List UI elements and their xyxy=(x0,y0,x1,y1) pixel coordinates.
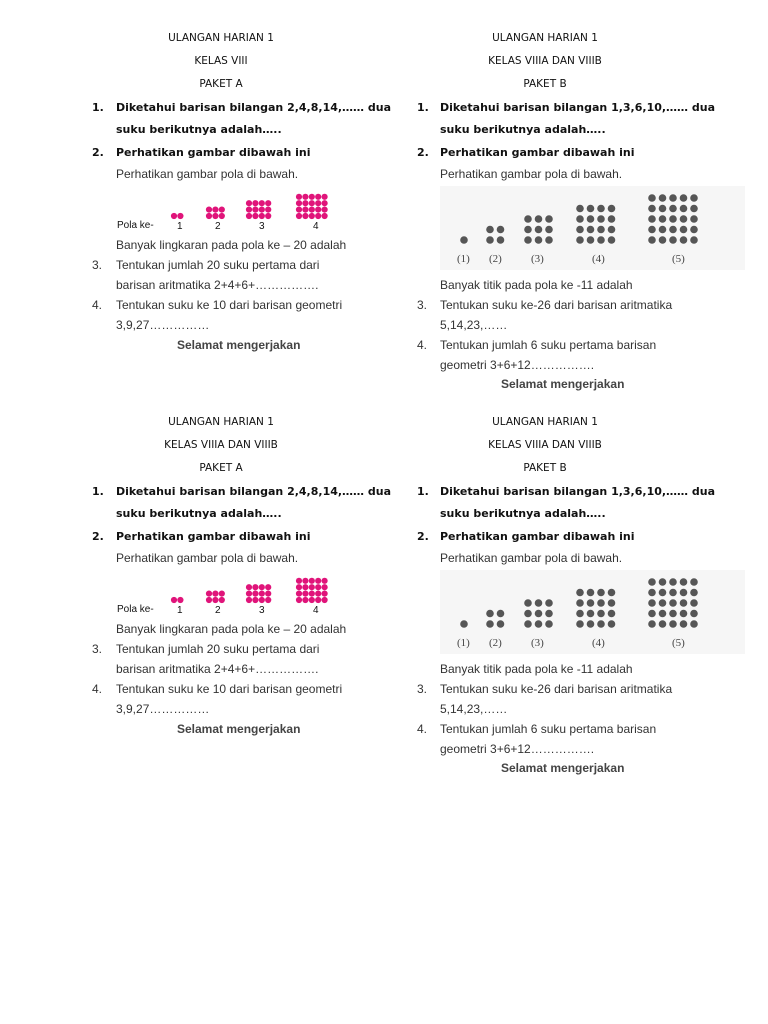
q2-number: 2. xyxy=(92,146,104,159)
pattern-dot xyxy=(259,591,265,597)
pattern-dot xyxy=(219,213,225,219)
pattern-dot xyxy=(597,589,605,597)
pattern-dot xyxy=(680,194,688,202)
pattern-dot xyxy=(597,215,605,223)
pattern-number: (5) xyxy=(672,637,685,649)
pattern-dot xyxy=(309,597,315,603)
pattern-dot xyxy=(659,226,667,234)
pattern-dot xyxy=(587,205,595,213)
pattern-dot xyxy=(648,610,656,618)
pattern-dot xyxy=(680,589,688,597)
pattern-dot xyxy=(545,215,553,223)
q4-number: 4. xyxy=(92,682,103,696)
pattern-dot xyxy=(246,213,252,219)
q4-text: Tentukan suku ke 10 dari barisan geometri xyxy=(116,298,343,312)
pattern-number: 3 xyxy=(259,221,265,232)
q3-number: 3. xyxy=(417,682,428,696)
pattern-dot xyxy=(246,200,252,206)
pattern-dot xyxy=(576,215,584,223)
gray-dot-pattern-figure xyxy=(440,570,745,654)
pattern-dot xyxy=(690,226,698,234)
pattern-dot xyxy=(486,236,494,244)
pattern-number: (2) xyxy=(489,253,502,265)
pattern-dot xyxy=(302,591,308,597)
pattern-dot xyxy=(669,620,677,628)
pattern-dot xyxy=(608,589,616,597)
pattern-dot xyxy=(322,584,328,590)
q1-text: Diketahui barisan bilangan 2,4,8,14,…… dua xyxy=(116,485,392,498)
q4-text: Tentukan jumlah 6 suku pertama barisan xyxy=(440,338,657,352)
pattern-dot xyxy=(322,578,328,584)
q3-number: 3. xyxy=(417,298,428,312)
pattern-dot xyxy=(597,236,605,244)
q4-text-cont: 3,9,27…………… xyxy=(116,702,210,716)
closing-text: Selamat mengerjakan xyxy=(501,761,625,775)
pattern-dot xyxy=(690,589,698,597)
pattern-dot xyxy=(597,599,605,607)
pattern-dot xyxy=(206,591,212,597)
pattern-dot xyxy=(212,591,218,597)
pattern-dot xyxy=(177,597,183,603)
pattern-number: (3) xyxy=(531,637,544,649)
pattern-dot xyxy=(259,597,265,603)
pattern-dot xyxy=(315,578,321,584)
pattern-number: (5) xyxy=(672,253,685,265)
pattern-dot xyxy=(690,194,698,202)
q1-number: 1. xyxy=(417,485,429,498)
pattern-dot xyxy=(690,610,698,618)
pattern-dot xyxy=(206,213,212,219)
pattern-dot xyxy=(309,207,315,213)
pattern-dot xyxy=(246,591,252,597)
q3-text: Tentukan jumlah 20 suku pertama dari xyxy=(116,642,320,656)
q1-text-cont: suku berikutnya adalah….. xyxy=(116,123,282,136)
pattern-dot xyxy=(659,205,667,213)
pattern-dot xyxy=(302,213,308,219)
pattern-dot xyxy=(680,215,688,223)
pattern-dot xyxy=(296,584,302,590)
pattern-dot xyxy=(608,236,616,244)
pattern-dot xyxy=(680,620,688,628)
q2-subtext: Perhatikan gambar pola di bawah. xyxy=(440,551,623,565)
pattern-dot xyxy=(597,610,605,618)
q3-text-cont: barisan aritmatika 2+4+6+……………. xyxy=(116,278,319,292)
pattern-dot xyxy=(545,226,553,234)
pattern-dot xyxy=(587,599,595,607)
pattern-dot xyxy=(212,213,218,219)
pattern-number: (1) xyxy=(457,637,470,649)
pattern-number: (4) xyxy=(592,253,605,265)
pattern-dot xyxy=(322,194,328,200)
pattern-dot xyxy=(659,599,667,607)
q1-text-cont: suku berikutnya adalah….. xyxy=(116,507,282,520)
q2-question: Banyak lingkaran pada pola ke – 20 adalah xyxy=(116,238,347,252)
q3-text: Tentukan suku ke-26 dari barisan aritmatika xyxy=(440,682,673,696)
pattern-dot xyxy=(608,599,616,607)
pattern-dot xyxy=(302,200,308,206)
pattern-dot xyxy=(576,599,584,607)
pattern-number: 4 xyxy=(313,221,319,232)
pattern-dot xyxy=(680,599,688,607)
q2-text: Perhatikan gambar dibawah ini xyxy=(116,530,311,543)
pattern-dot xyxy=(212,207,218,213)
pattern-dot xyxy=(576,620,584,628)
pattern-dot xyxy=(545,620,553,628)
pattern-number: (2) xyxy=(489,637,502,649)
pattern-dot xyxy=(246,584,252,590)
pattern-dot xyxy=(587,215,595,223)
pattern-dot xyxy=(545,610,553,618)
pattern-dot xyxy=(608,620,616,628)
pink-dot-pattern-figure xyxy=(115,570,345,618)
pattern-dot xyxy=(206,597,212,603)
pattern-dot xyxy=(576,589,584,597)
pattern-dot xyxy=(309,584,315,590)
pattern-label: Pola ke- xyxy=(117,604,154,615)
pattern-dot xyxy=(315,591,321,597)
exam-title: ULANGAN HARIAN 1 xyxy=(492,416,598,428)
pattern-dot xyxy=(690,599,698,607)
pattern-dot xyxy=(587,226,595,234)
pattern-dot xyxy=(669,610,677,618)
pattern-dot xyxy=(545,599,553,607)
pattern-dot xyxy=(309,578,315,584)
pattern-dot xyxy=(524,226,532,234)
pattern-dot xyxy=(659,578,667,586)
pattern-dot xyxy=(497,620,505,628)
pattern-number: 2 xyxy=(215,605,221,616)
class-label: KELAS VIIIA DAN VIIIB xyxy=(488,439,602,451)
pattern-dot xyxy=(259,200,265,206)
pattern-dot xyxy=(252,213,258,219)
pattern-dot xyxy=(219,597,225,603)
pattern-dot xyxy=(648,236,656,244)
q4-text-cont: 3,9,27…………… xyxy=(116,318,210,332)
pattern-dot xyxy=(302,597,308,603)
pattern-dot xyxy=(576,205,584,213)
class-label: KELAS VIII xyxy=(194,55,248,67)
pattern-dot xyxy=(648,215,656,223)
exam-title: ULANGAN HARIAN 1 xyxy=(168,416,274,428)
pattern-dot xyxy=(576,226,584,234)
pink-dot-patterns xyxy=(171,194,328,219)
q2-subtext: Perhatikan gambar pola di bawah. xyxy=(116,551,299,565)
pattern-dot xyxy=(265,597,271,603)
q2-subtext: Perhatikan gambar pola di bawah. xyxy=(440,167,623,181)
pattern-number: 3 xyxy=(259,605,265,616)
pattern-dot xyxy=(486,226,494,234)
pattern-dot xyxy=(535,610,543,618)
pattern-dot xyxy=(296,591,302,597)
package-label: PAKET B xyxy=(523,462,567,474)
package-label: PAKET B xyxy=(523,78,567,90)
pattern-dot xyxy=(597,205,605,213)
pattern-dot xyxy=(460,236,468,244)
class-label: KELAS VIIIA DAN VIIIB xyxy=(488,55,602,67)
pattern-dot xyxy=(315,584,321,590)
q2-question: Banyak titik pada pola ke -11 adalah xyxy=(440,662,633,676)
closing-text: Selamat mengerjakan xyxy=(501,377,625,391)
pattern-dot xyxy=(265,213,271,219)
pattern-dot xyxy=(486,610,494,618)
pattern-dot xyxy=(252,200,258,206)
q2-text: Perhatikan gambar dibawah ini xyxy=(440,530,635,543)
pattern-dot xyxy=(252,597,258,603)
pattern-dot xyxy=(690,236,698,244)
q2-number: 2. xyxy=(417,146,429,159)
pattern-dot xyxy=(212,597,218,603)
pattern-dot xyxy=(680,205,688,213)
pattern-dot xyxy=(648,589,656,597)
pattern-dot xyxy=(246,597,252,603)
pattern-dot xyxy=(608,215,616,223)
pattern-dot xyxy=(608,610,616,618)
pink-dot-pattern-figure xyxy=(115,186,345,234)
pattern-number: (4) xyxy=(592,637,605,649)
pattern-dot xyxy=(669,236,677,244)
pattern-dot xyxy=(309,213,315,219)
q1-text: Diketahui barisan bilangan 1,3,6,10,…… dua xyxy=(440,101,716,114)
pattern-dot xyxy=(524,610,532,618)
q3-number: 3. xyxy=(92,642,103,656)
q3-text: Tentukan suku ke-26 dari barisan aritmatika xyxy=(440,298,673,312)
pattern-dot xyxy=(659,236,667,244)
pattern-number: 1 xyxy=(177,221,183,232)
q4-text: Tentukan jumlah 6 suku pertama barisan xyxy=(440,722,657,736)
pattern-dot xyxy=(608,205,616,213)
pattern-dot xyxy=(296,213,302,219)
q1-text-cont: suku berikutnya adalah….. xyxy=(440,507,606,520)
pattern-dot xyxy=(265,207,271,213)
pattern-dot xyxy=(309,591,315,597)
q4-number: 4. xyxy=(417,338,428,352)
pattern-dot xyxy=(265,584,271,590)
q4-number: 4. xyxy=(417,722,428,736)
pink-dot-patterns xyxy=(171,578,328,603)
q4-number: 4. xyxy=(92,298,103,312)
pattern-dot xyxy=(246,207,252,213)
q1-number: 1. xyxy=(92,485,104,498)
pattern-dot xyxy=(302,584,308,590)
pattern-dot xyxy=(597,620,605,628)
pattern-dot xyxy=(524,599,532,607)
pattern-dot xyxy=(315,597,321,603)
pattern-number: (3) xyxy=(531,253,544,265)
pattern-dot xyxy=(669,226,677,234)
q2-number: 2. xyxy=(92,530,104,543)
pattern-dot xyxy=(535,226,543,234)
pattern-dot xyxy=(524,620,532,628)
q2-question: Banyak lingkaran pada pola ke – 20 adalah xyxy=(116,622,347,636)
pattern-dot xyxy=(309,194,315,200)
pattern-label: Pola ke- xyxy=(117,220,154,231)
pattern-dot xyxy=(460,620,468,628)
q2-number: 2. xyxy=(417,530,429,543)
pattern-dot xyxy=(659,610,667,618)
pattern-dot xyxy=(259,584,265,590)
pattern-dot xyxy=(690,578,698,586)
pattern-dot xyxy=(576,610,584,618)
pattern-dot xyxy=(296,207,302,213)
pattern-dot xyxy=(587,236,595,244)
pattern-dot xyxy=(252,207,258,213)
pattern-dot xyxy=(219,591,225,597)
pattern-dot xyxy=(659,215,667,223)
exam-title: ULANGAN HARIAN 1 xyxy=(168,32,274,44)
q1-number: 1. xyxy=(92,101,104,114)
pattern-dot xyxy=(322,200,328,206)
pattern-dot xyxy=(690,215,698,223)
pattern-dot xyxy=(535,620,543,628)
pattern-dot xyxy=(309,200,315,206)
pattern-dot xyxy=(302,194,308,200)
pattern-dot xyxy=(259,207,265,213)
pattern-number: 2 xyxy=(215,221,221,232)
pattern-dot xyxy=(322,591,328,597)
q4-text: Tentukan suku ke 10 dari barisan geometri xyxy=(116,682,343,696)
pattern-number: (1) xyxy=(457,253,470,265)
pattern-dot xyxy=(648,578,656,586)
pattern-dot xyxy=(648,599,656,607)
pattern-dot xyxy=(669,215,677,223)
pattern-dot xyxy=(587,589,595,597)
pattern-dot xyxy=(576,236,584,244)
q1-number: 1. xyxy=(417,101,429,114)
pattern-dot xyxy=(545,236,553,244)
pattern-dot xyxy=(648,205,656,213)
pattern-dot xyxy=(315,213,321,219)
pattern-dot xyxy=(206,207,212,213)
q4-text-cont: geometri 3+6+12……………. xyxy=(440,358,595,372)
pattern-dot xyxy=(296,597,302,603)
pattern-dot xyxy=(524,236,532,244)
pattern-dot xyxy=(648,226,656,234)
pattern-dot xyxy=(265,591,271,597)
q4-text-cont: geometri 3+6+12……………. xyxy=(440,742,595,756)
pattern-dot xyxy=(535,236,543,244)
pattern-dot xyxy=(659,620,667,628)
pattern-dot xyxy=(690,620,698,628)
pattern-dot xyxy=(177,213,183,219)
pattern-dot xyxy=(535,215,543,223)
q2-subtext: Perhatikan gambar pola di bawah. xyxy=(116,167,299,181)
pattern-dot xyxy=(497,226,505,234)
gray-dot-pattern-figure xyxy=(440,186,745,270)
q3-text: Tentukan jumlah 20 suku pertama dari xyxy=(116,258,320,272)
pattern-dot xyxy=(587,610,595,618)
q2-text: Perhatikan gambar dibawah ini xyxy=(440,146,635,159)
q3-number: 3. xyxy=(92,258,103,272)
pattern-dot xyxy=(315,200,321,206)
pattern-dot xyxy=(171,213,177,219)
pattern-dot xyxy=(648,620,656,628)
q2-question: Banyak titik pada pola ke -11 adalah xyxy=(440,278,633,292)
pattern-dot xyxy=(497,236,505,244)
exam-title: ULANGAN HARIAN 1 xyxy=(492,32,598,44)
pattern-dot xyxy=(171,597,177,603)
pattern-dot xyxy=(659,589,667,597)
pattern-dot xyxy=(265,200,271,206)
q1-text-cont: suku berikutnya adalah….. xyxy=(440,123,606,136)
pattern-dot xyxy=(315,207,321,213)
q2-text: Perhatikan gambar dibawah ini xyxy=(116,146,311,159)
pattern-dot xyxy=(322,213,328,219)
package-label: PAKET A xyxy=(199,462,243,474)
pattern-dot xyxy=(648,194,656,202)
q1-text: Diketahui barisan bilangan 2,4,8,14,…… dua xyxy=(116,101,392,114)
pattern-dot xyxy=(680,236,688,244)
pattern-dot xyxy=(669,194,677,202)
closing-text: Selamat mengerjakan xyxy=(177,722,301,736)
pattern-dot xyxy=(587,620,595,628)
pattern-dot xyxy=(535,599,543,607)
pattern-dot xyxy=(597,226,605,234)
package-label: PAKET A xyxy=(199,78,243,90)
pattern-dot xyxy=(315,194,321,200)
pattern-dot xyxy=(302,207,308,213)
pattern-dot xyxy=(524,215,532,223)
pattern-dot xyxy=(322,597,328,603)
pattern-dot xyxy=(302,578,308,584)
pattern-dot xyxy=(669,205,677,213)
pattern-dot xyxy=(296,194,302,200)
pattern-dot xyxy=(259,213,265,219)
pattern-dot xyxy=(680,226,688,234)
closing-text: Selamat mengerjakan xyxy=(177,338,301,352)
pattern-dot xyxy=(680,610,688,618)
pattern-dot xyxy=(659,194,667,202)
pattern-dot xyxy=(486,620,494,628)
q1-text: Diketahui barisan bilangan 1,3,6,10,…… dua xyxy=(440,485,716,498)
pattern-dot xyxy=(690,205,698,213)
q3-text-cont: 5,14,23,…… xyxy=(440,702,508,716)
pattern-dot xyxy=(680,578,688,586)
class-label: KELAS VIIIA DAN VIIIB xyxy=(164,439,278,451)
pattern-dot xyxy=(252,584,258,590)
pattern-dot xyxy=(252,591,258,597)
pattern-dot xyxy=(219,207,225,213)
pattern-number: 4 xyxy=(313,605,319,616)
pattern-dot xyxy=(296,578,302,584)
q3-text-cont: barisan aritmatika 2+4+6+……………. xyxy=(116,662,319,676)
pattern-dot xyxy=(322,207,328,213)
pattern-number: 1 xyxy=(177,605,183,616)
pattern-dot xyxy=(608,226,616,234)
pattern-dot xyxy=(669,578,677,586)
q3-text-cont: 5,14,23,…… xyxy=(440,318,508,332)
pattern-dot xyxy=(497,610,505,618)
pattern-dot xyxy=(296,200,302,206)
pattern-dot xyxy=(669,599,677,607)
pattern-dot xyxy=(669,589,677,597)
